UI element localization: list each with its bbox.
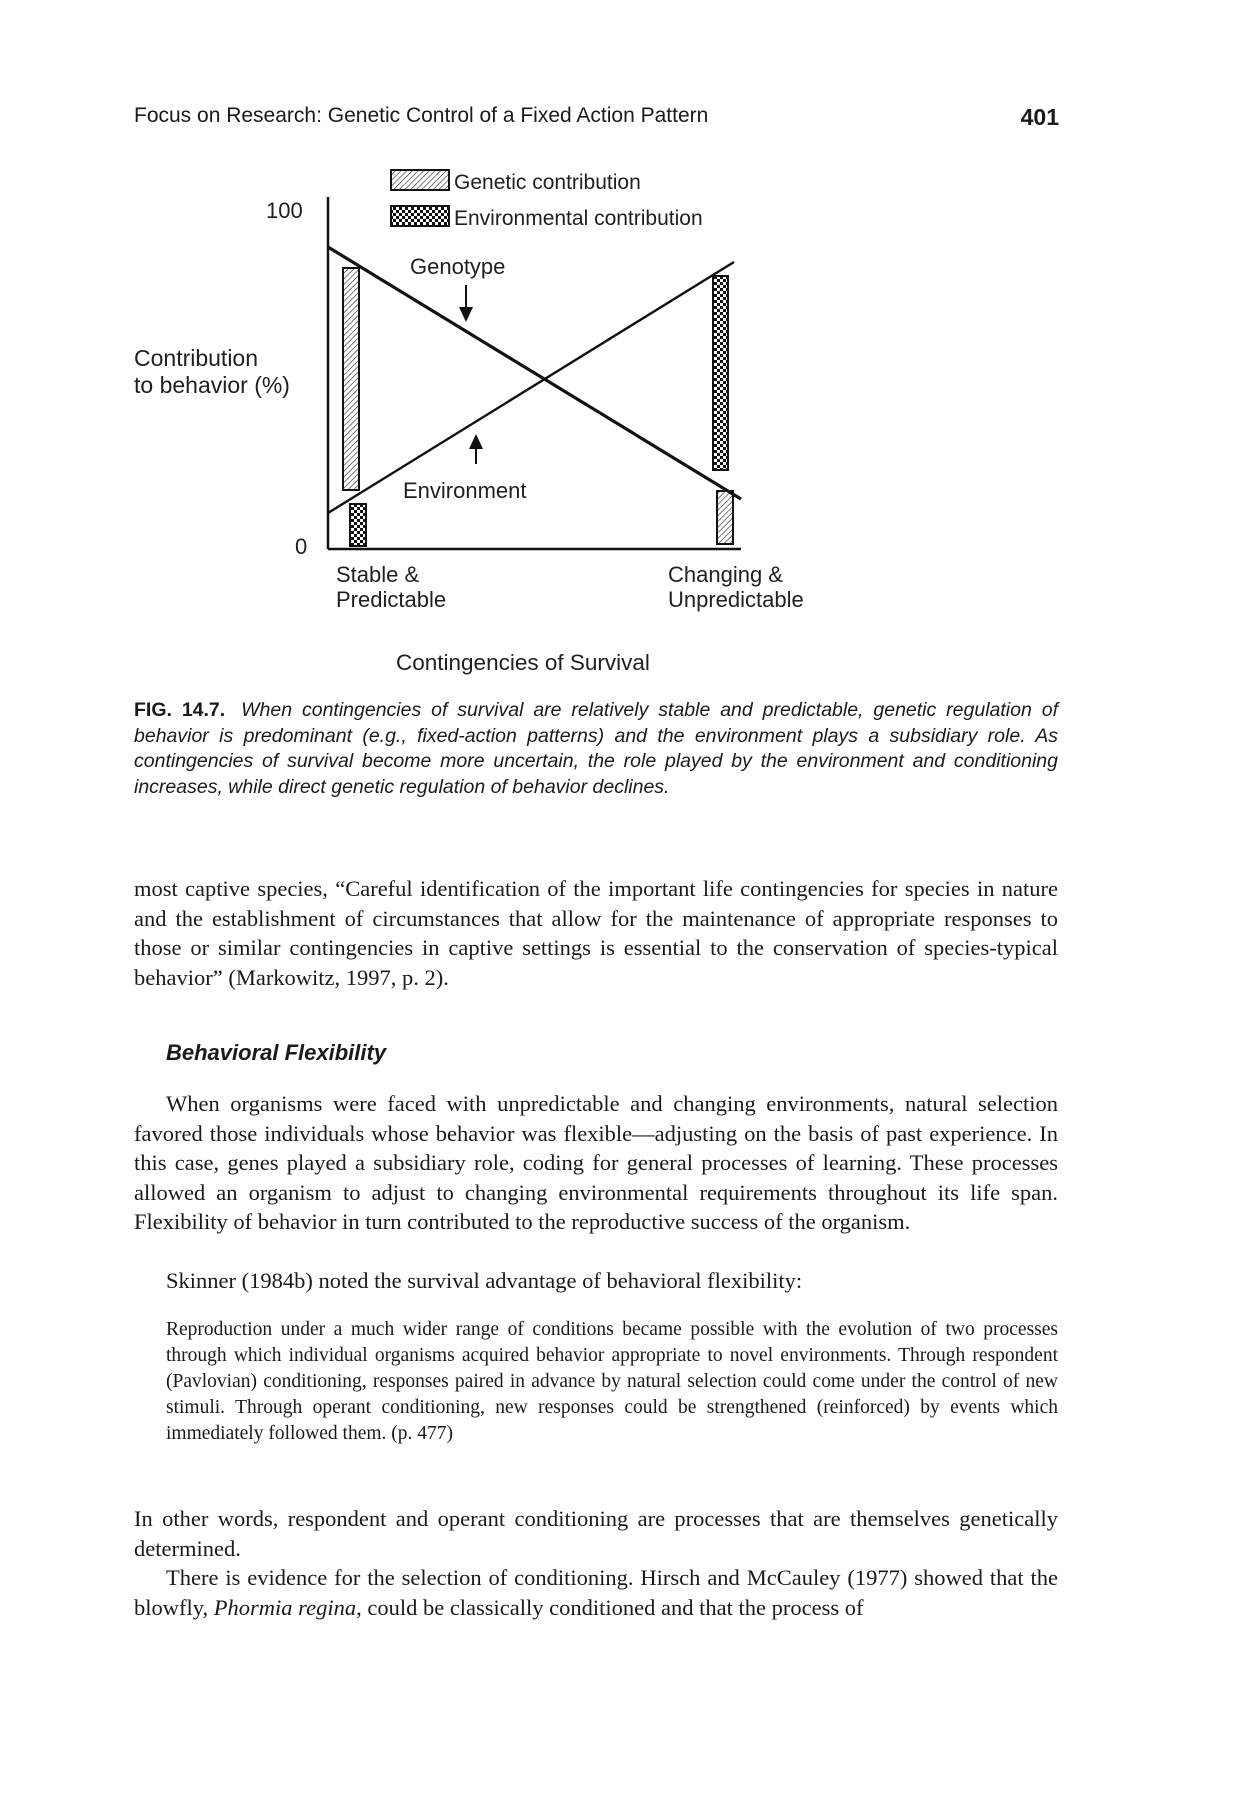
y-tick-100: 100 <box>266 198 303 223</box>
paragraph-4: In other words, respondent and operant conditioning are processes that are themselves genetically determined. <box>134 1506 1058 1561</box>
paragraph-5-end: , could be classically conditioned and that the process of <box>356 1594 864 1620</box>
x-category-stable-line1: Stable & <box>336 562 420 587</box>
paragraph-1: most captive species, “Careful identification of the important life contingencies for species in nature and the establishment of circumstances that allow for the maintenance of appropriate responses to those or similar contingencies in captive settings is essential to the conservation of species-typical behavior” (Markowitz, 1997, p. 2). <box>134 876 1058 990</box>
genotype-label: Genotype <box>410 254 506 279</box>
x-category-stable-line2: Predictable <box>336 587 447 612</box>
environmental-bar-changing <box>713 276 728 470</box>
running-head <box>134 104 1059 134</box>
genotype-arrowhead <box>459 307 473 322</box>
section-heading: Behavioral Flexibility <box>166 1040 387 1065</box>
y-axis-label-line1: Contribution <box>134 345 259 371</box>
x-category-changing-line2: Unpredictable <box>668 587 804 612</box>
environmental-bar-stable <box>350 504 366 546</box>
paragraph-3: Skinner (1984b) noted the survival advantage of behavioral flexibility: <box>166 1268 803 1293</box>
figure-caption <box>134 698 1058 800</box>
running-head-title: Focus on Research: Genetic Control of a Fixed Action Pattern <box>134 104 709 127</box>
contingency-figure <box>0 150 1260 690</box>
legend-genetic-swatch <box>391 170 449 190</box>
genetic-bar-stable <box>343 268 359 490</box>
figure-label: FIG. 14.7. <box>134 699 226 721</box>
block-quote: Reproduction under a much wider range of conditions became possible with the evolution of two processes through which individual organisms acquired behavior appropriate to novel environments. Through respondent (Pavlovian) conditioning, responses paired in advance by natural selection could come under the control of new stimuli. Through operant conditioning, new responses could be strengthened (reinforced) by events which immediately followed them. (p. 477) <box>166 1319 1058 1444</box>
caption-text: When contingencies of survival are relatively stable and predictable, genetic regulation of behavior is predominant (e.g., fixed-action patterns) and the environment plays a subsidiary role. As contingencies of survival become more uncertain, the role played by the environment and conditioning increases, while direct genetic regulation of behavior declines. <box>134 699 1059 798</box>
paragraph-2: When organisms were faced with unpredictable and changing environments, natural selection favored those individuals whose behavior was flexible—adjusting on the basis of past experience. In this case, genes played a subsidiary role, coding for general processes of learning. These processes allowed an organism to adjust to changing environmental requirements throughout its life span. Flexibility of behavior in turn contributed to the reproductive success of the organism. <box>134 1091 1058 1234</box>
paragraph-5 <box>134 1563 1058 1622</box>
genetic-bar-changing <box>717 491 733 544</box>
legend-genetic-label: Genetic contribution <box>454 171 641 194</box>
environment-line <box>328 262 734 513</box>
x-category-changing-line1: Changing & <box>668 562 783 587</box>
species-name: Phormia regina <box>213 1594 357 1620</box>
paragraph-5-start: There is evidence for the selection of conditioning. Hirsch and McCauley (1977) showed that the blowfly, <box>134 1565 1058 1620</box>
x-axis-title: Contingencies of Survival <box>396 650 650 675</box>
legend-environmental-swatch <box>391 206 449 226</box>
y-tick-0: 0 <box>295 534 308 559</box>
environment-label: Environment <box>403 478 527 503</box>
legend-environmental-label: Environmental contribution <box>454 207 703 230</box>
page-number: 401 <box>1020 104 1059 130</box>
y-axis-label-line2: to behavior (%) <box>134 372 290 398</box>
environment-arrowhead <box>469 434 483 449</box>
genotype-line <box>328 247 741 499</box>
